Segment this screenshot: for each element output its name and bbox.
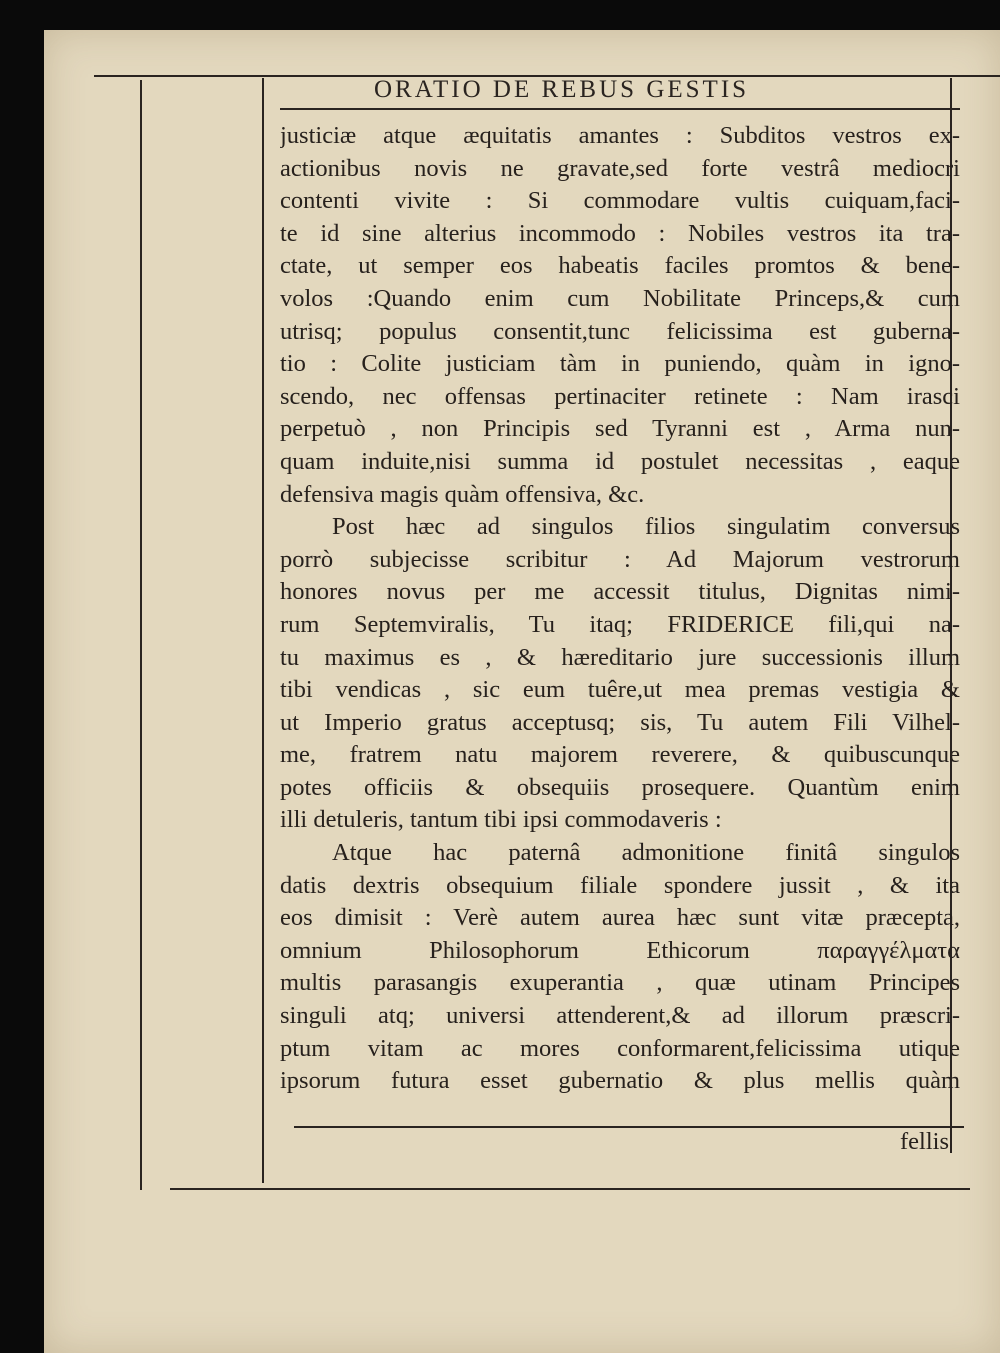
text-line: ipsorum futura esset gubernatio & plus mellis quàm: [280, 1067, 960, 1095]
left-outer-rule: [140, 80, 142, 1190]
body-text: [280, 120, 960, 1098]
book-page: [44, 30, 1000, 1353]
text-line: ut Imperio gratus acceptusq; sis, Tu autem Fili Vilhel-: [280, 708, 960, 736]
text-line: tio : Colite justiciam tàm in puniendo, quàm in igno-: [280, 350, 960, 378]
text-line: multis parasangis exuperantia , quæ utinam Principes: [280, 969, 960, 997]
text-line: utrisq; populus consentit,tunc felicissima est guberna-: [280, 317, 960, 345]
text-line: te id sine alterius incommodo : Nobiles vestros ita tra-: [280, 219, 960, 247]
header-underline: [280, 108, 960, 110]
text-line: Atque hac paternâ admonitione finitâ singulos: [332, 839, 960, 867]
catchword: fellis: [900, 1128, 949, 1155]
text-line: singuli atq; universi attenderent,& ad illorum præscri-: [280, 1002, 960, 1030]
text-line: tibi vendicas , sic eum tuêre,ut mea premas vestigia &: [280, 676, 960, 704]
text-line: ptum vitam ac mores conformarent,felicissima utique: [280, 1034, 960, 1062]
text-line: potes officiis & obsequiis prosequere. Quantùm enim: [280, 773, 960, 801]
text-line: justiciæ atque æquitatis amantes : Subditos vestros ex-: [280, 122, 960, 149]
text-line: rum Septemviralis, Tu itaq; FRIDERICE fili,qui na-: [280, 610, 960, 638]
text-line: porrò subjecisse scribitur : Ad Majorum vestrorum: [280, 545, 960, 573]
text-line: volos :Quando enim cum Nobilitate Princeps,& cum: [280, 284, 960, 312]
text-line: contenti vivite : Si commodare vultis cuiquam,faci-: [280, 187, 960, 215]
text-line: perpetuò , non Principis sed Tyranni est , Arma nun-: [280, 415, 960, 443]
running-title: ORATIO DE REBUS GESTIS: [374, 76, 750, 103]
text-line: defensiva magis quàm offensiva, &c.: [280, 480, 645, 508]
text-line: quam induite,nisi summa id postulet necessitas , eaque: [280, 447, 960, 475]
text-line: me, fratrem natu majorem reverere, & quibuscunque: [280, 741, 960, 769]
text-line: Post hæc ad singulos filios singulatim conversus: [332, 513, 960, 541]
text-line: tu maximus es , & hæreditario jure successionis illum: [280, 643, 960, 671]
text-line: datis dextris obsequium filiale spondere jussit , & ita: [280, 871, 960, 899]
text-line: eos dimisit : Verè autem aurea hæc sunt vitæ præcepta,: [280, 904, 960, 932]
text-line: ctate, ut semper eos habeatis faciles promtos & bene-: [280, 252, 960, 280]
bottom-outer-rule: [170, 1188, 970, 1190]
text-line: omnium Philosophorum Ethicorum παραγγέλματα: [280, 936, 960, 964]
text-line: actionibus novis ne gravate,sed forte vestrâ mediocri: [280, 154, 960, 182]
text-line: illi detuleris, tantum tibi ipsi commodaveris :: [280, 806, 722, 834]
left-inner-rule: [262, 78, 264, 1183]
text-line: scendo, nec offensas pertinaciter retinete : Nam irasci: [280, 382, 960, 410]
bottom-text-rule: [294, 1126, 964, 1128]
text-line: honores novus per me accessit titulus, Dignitas nimi-: [280, 578, 960, 606]
